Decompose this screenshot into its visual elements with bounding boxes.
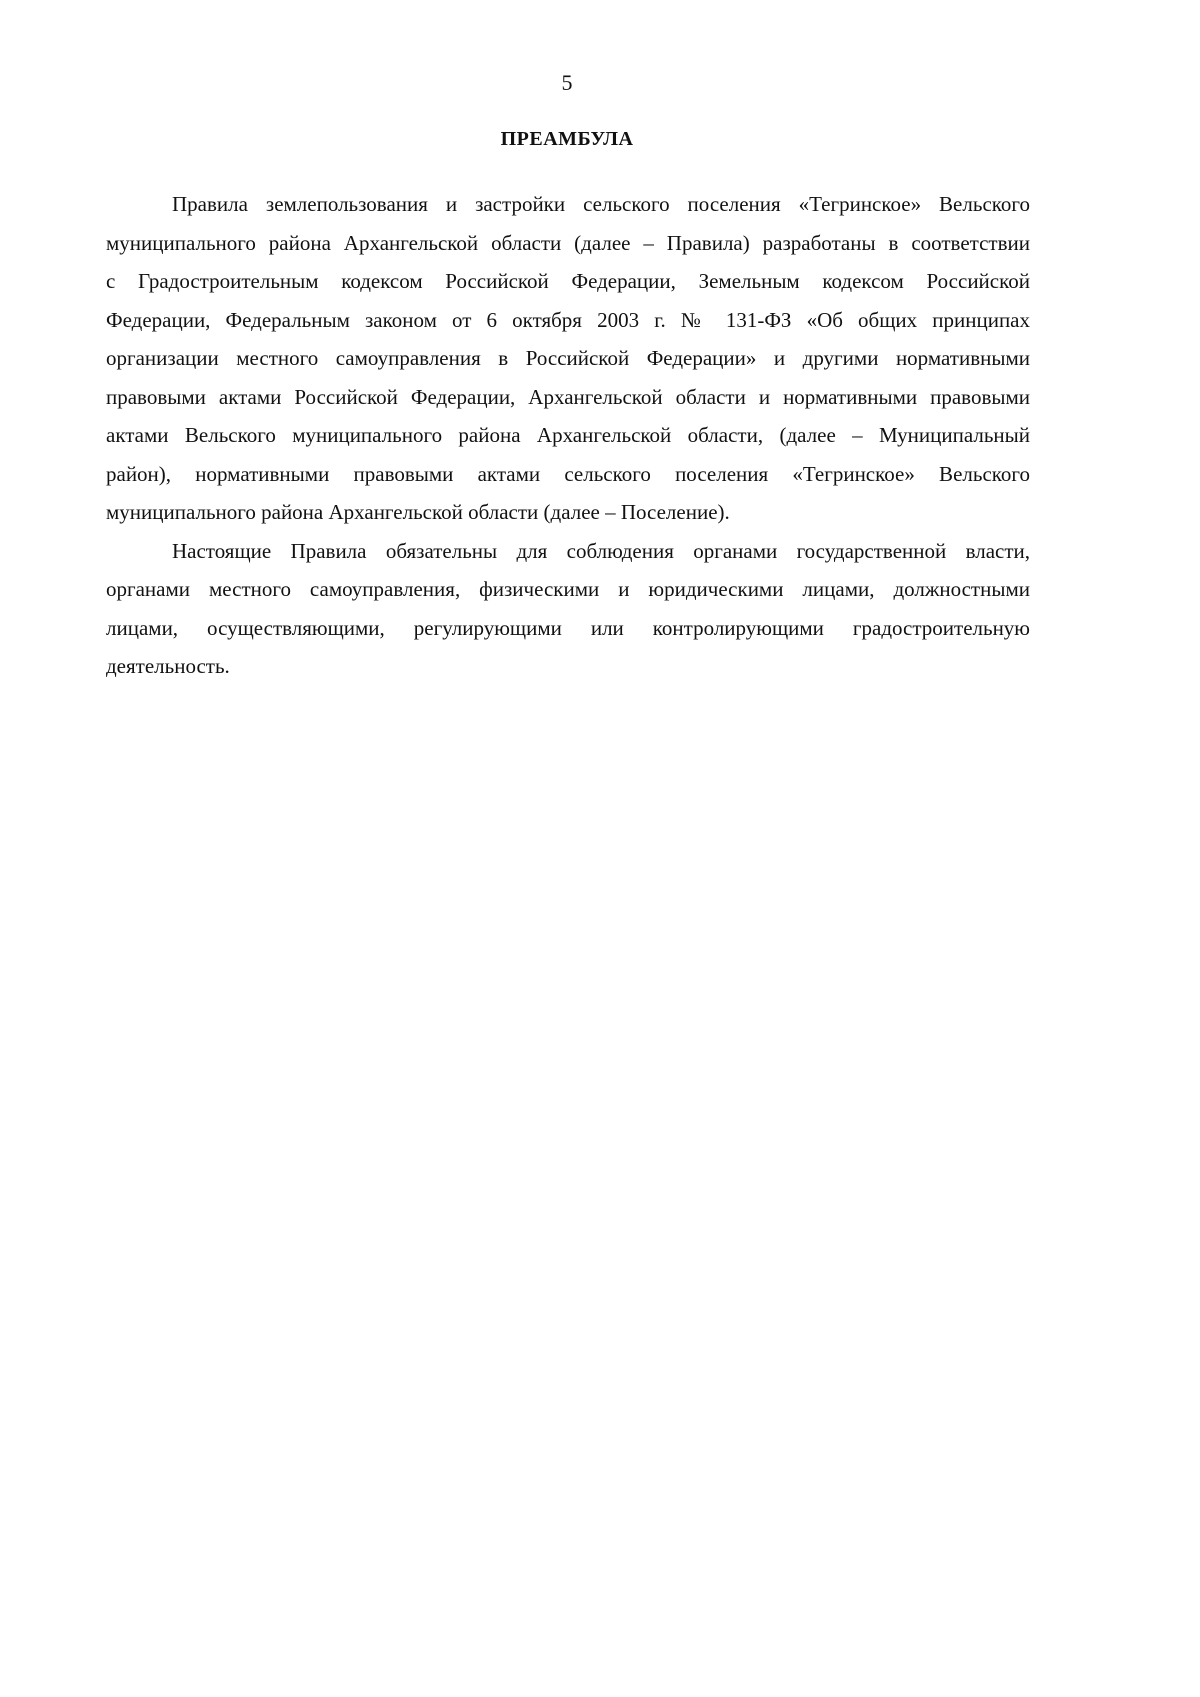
paragraph-2 <box>106 532 1030 686</box>
paragraph-1 <box>106 185 1030 532</box>
text-line: деятельность. <box>106 654 230 678</box>
text-line: муниципального района Архангельской области (далее – Правила) разработаны в соответствии <box>106 230 1030 255</box>
text-line: район), нормативными правовыми актами сельского поселения «Тегринское» Вельского <box>106 461 1030 486</box>
text-line: правовыми актами Российской Федерации, Архангельской области и нормативными правовыми <box>106 384 1030 409</box>
text-line: Настоящие Правила обязательны для соблюдения органами государственной власти, <box>172 538 1030 563</box>
text-line: Правила землепользования и застройки сельского поселения «Тегринское» Вельского <box>172 192 1030 216</box>
text-line: организации местного самоуправления в Российской Федерации» и другими нормативными <box>106 346 1030 370</box>
text-line: Федерации, Федеральным законом от 6 октября 2003 г. № 131-ФЗ «Об общих принципах <box>106 307 1030 332</box>
text-line: актами Вельского муниципального района Архангельской области, (далее – Муниципальный <box>106 423 1030 447</box>
text-line: с Градостроительным кодексом Российской Федерации, Земельным кодексом Российской <box>106 269 1030 293</box>
page-number: 5 <box>561 70 573 95</box>
text-line: органами местного самоуправления, физическими и юридическими лицами, должностными <box>106 577 1030 601</box>
text-line: лицами, осуществляющими, регулирующими или контролирующими градостроительную <box>106 615 1030 640</box>
document-body <box>106 185 1030 686</box>
section-title: ПРЕАМБУЛА <box>500 128 634 150</box>
text-line: муниципального района Архангельской области (далее – Поселение). <box>106 500 730 524</box>
